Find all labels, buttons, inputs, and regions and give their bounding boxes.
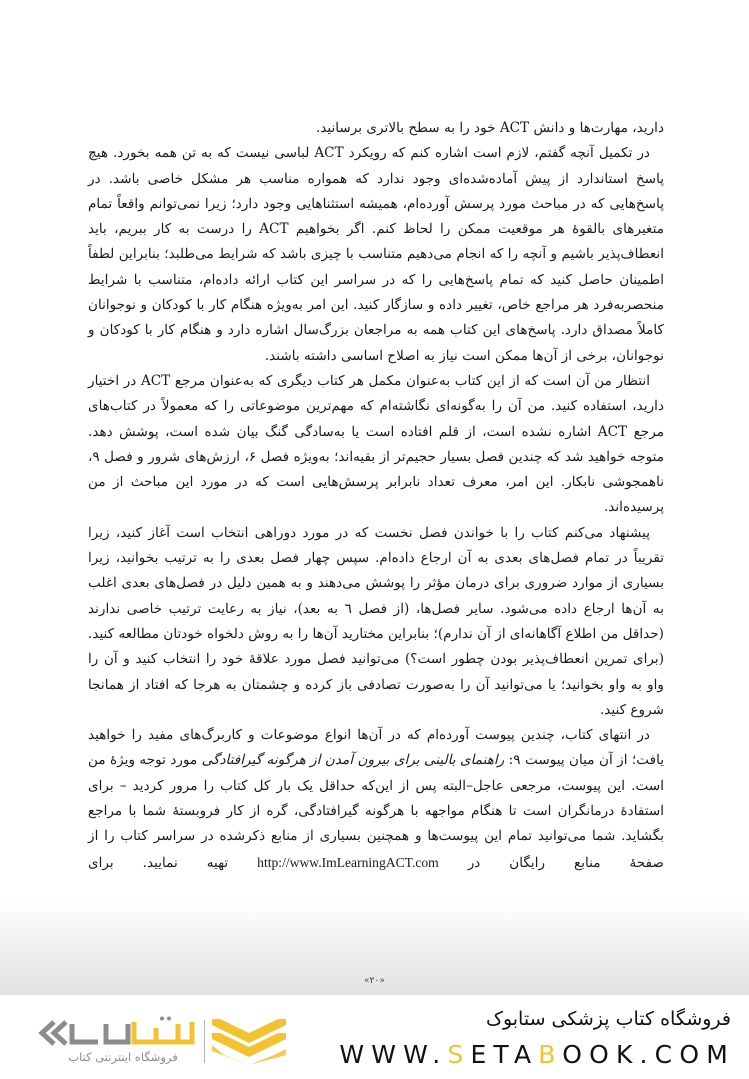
url-part-ook: OOK.COM xyxy=(562,1040,735,1069)
appendix-9-title: راهنمای بالینی برای بیرون آمدن از هرگونه گیرافتادگی xyxy=(201,752,505,769)
resources-link[interactable]: http://www.ImLearningACT.com xyxy=(257,854,439,870)
appendix-text-middle: مورد توجه ویژهٔ من است. این پیوست، مرجعی عاجل–البته پس از این‌که حداقل یک بار کل کتاب را مرور کردید – برای استفادهٔ درمانگران است تا هنگام مواجهه با هرگونه گیرافتادگی، گره از کار فروبستهٔ شما با مراجع بگشاید. شما می‌توانید تمام این پیوست‌ها و همچنین بسیاری از منابع ذکرشده در سراسر کتاب را از صفحهٔ منابع رایگان در xyxy=(88,752,664,871)
page-number: «۲۰» xyxy=(364,976,385,986)
wordmark-gray-letters xyxy=(72,1024,128,1042)
url-part-eta: ETA xyxy=(470,1040,539,1069)
paragraph-act-not-one-size: در تکمیل آنچه گفتم، لازم است اشاره کنم که رویکرد ACT لباسی نیست که به تن همه بخورد. هیچ پاسخ استاندارد از پیش آماده‌شده‌ای وجود ندارد که همواره مناسب هر مشکل خاصی باشد. در پاسخ‌هایی که در مباحث مورد پرسش آورده‌ام، همیشه استثناهایی وجود دارد؛ زیرا نمی‌توانم واقعاً تمام متغیرهای بالقوهٔ هر موقعیت ممکن را لحاظ کنم. اگر بخواهیم ACT را درست به کار ببریم، باید انعطاف‌پذیر باشیم و آنچه را که انجام می‌دهیم متناسب با چیزی باشد که شرایط می‌طلبد؛ بنابراین لطفاً اطمینان حاصل کنید که تمام پاسخ‌هایی را که در سراسر این کتاب ارائه داده‌ام، متناسب با شرایط منحصربه‌فرد هر مراجع خاص، تغییر داده و سازگار کنید. این امر به‌ویژه هنگام کار با کودکان و نوجوانان کاملاً مصداق دارد. پاسخ‌های این کتاب همه به مراجعان بزرگ‌سال اشاره دارد و هنگام کار با کودکان و نوجوانان، برخی از آن‌ها ممکن است نیاز به اصلاح اساسی داشته باشند. xyxy=(88,145,664,364)
store-name: فروشگاه کتاب پزشکی ستابوک xyxy=(485,1008,731,1030)
setabook-wordmark-logo xyxy=(36,1016,196,1052)
paragraph-reading-order: پیشنهاد می‌کنم کتاب را با خواندن فصل نخست که در مورد دوراهی انتخاب است آغاز کنید، زیرا تقریباً در تمام فصل‌های بعدی به آن ارجاع داده‌ام. سپس چهار فصل بعدی را به ترتیب بخوانید، زیرا بسیاری از موارد ضروری برای درمان مؤثر را پوشش می‌دهند و به همین دلیل در فصل‌های بعدی اغلب به آن‌ها ارجاع داده می‌شود. سایر فصل‌ها، (از فصل ٦ به بعد)، نیاز به رعایت ترتیب خاصی ندارند (حداقل من اطلاع آگاهانه‌ای از آن ندارم)؛ بنابراین مختارید آن‌ها را به روش دلخواه خودتان مطالعه کنید. (برای تمرین انعطاف‌پذیر بودن چطور است؟) می‌توانید فصل مورد علاقهٔ خود را انتخاب کنید و آن را واو به واو بخوانید؛ یا می‌توانید آن را به‌صورت تصادفی باز کرده و چشمتان به هرجا که افتاد از همانجا شروع کنید. xyxy=(88,524,664,718)
url-part-www: WWW. xyxy=(339,1040,448,1069)
paragraph-book-as-complement: انتظار من آن است که از این کتاب به‌عنوان مکمل هر کتاب دیگری که به‌عنوان مرجع ACT در اختیار دارید، استفاده کنید. من آن را به‌گونه‌ای نگاشته‌ام که مهم‌ترین موضوعاتی را که معمولاً در کتاب‌های مرجع ACT اشاره نشده است، از قلم افتاده است یا به‌سادگی گنگ بیان شده است، پوشش دهد. متوجه خواهید شد که چندین فصل بسیار حجیم‌تر از بقیه‌اند؛ به‌ویژه فصل ۶، ارزش‌های شرور و فصل ۹، ناهمجوشی نابکار. این امر، معرف تعداد نابرابر پرسش‌هایی است که در مورد این مباحث از من پرسیده‌اند. xyxy=(88,372,665,516)
logo-subtitle: فروشگاه اینترنتی کتاب xyxy=(68,1050,178,1064)
paragraph-appendices xyxy=(88,723,664,876)
url-accent-b: B xyxy=(538,1040,563,1069)
store-url[interactable] xyxy=(339,1040,735,1069)
appendix-text-start: در انتهای کتاب، چندین پیوست آورده‌ام که در آن‌ها انواع موضوعات و کاربرگ‌های مفید را خواهید یافت؛ از آن میان پیوست ۹: xyxy=(88,727,664,769)
double-chevron-icon xyxy=(42,1022,66,1044)
paragraph-continued: دارید، مهارت‌ها و دانش ACT خود را به سطح بالاتری برسانید. xyxy=(315,120,664,136)
setabook-chevron-logo-icon xyxy=(212,1019,286,1065)
page-body xyxy=(88,116,664,876)
url-accent-s: S xyxy=(447,1040,471,1069)
wordmark-yellow-letters xyxy=(134,1022,192,1042)
logo-divider xyxy=(204,1020,205,1063)
appendix-text-end: تهیه نمایید. برای xyxy=(88,854,258,871)
